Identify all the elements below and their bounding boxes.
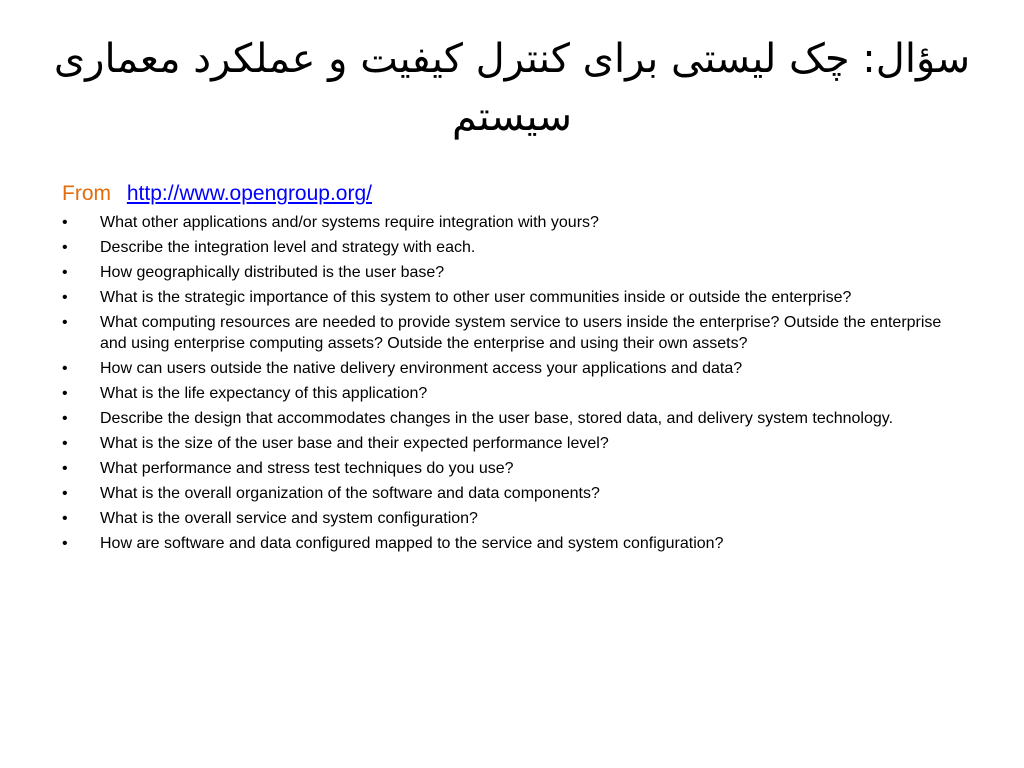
bullet-icon: •	[62, 484, 68, 502]
list-item	[62, 288, 962, 309]
list-item	[62, 409, 962, 430]
question-text: What is the overall organization of the software and data components?	[100, 484, 600, 502]
question-text: What other applications and/or systems require integration with yours?	[100, 214, 599, 231]
question-text: What is the size of the user base and their expected performance level?	[100, 434, 609, 452]
question-text: Describe the integration level and strategy with each.	[100, 239, 476, 256]
bullet-icon: •	[62, 359, 68, 377]
bullet-icon: •	[62, 264, 68, 281]
question-text: What performance and stress test techniques do you use?	[100, 459, 514, 477]
bullet-icon: •	[62, 459, 68, 477]
list-item	[62, 313, 962, 354]
question-text: How can users outside the native delivery environment access your applications and data?	[100, 359, 743, 377]
source-link[interactable]: http://www.opengroup.org/	[126, 182, 372, 205]
question-text: What is the overall service and system configuration?	[100, 509, 478, 527]
bullet-icon: •	[62, 534, 68, 552]
list-item	[62, 509, 962, 530]
bullet-icon: •	[62, 509, 68, 527]
list-item	[62, 359, 962, 380]
question-text: Describe the design that accommodates changes in the user base, stored data, and delivery system technology.	[100, 409, 894, 427]
slide-title: سؤال: چک لیستی برای کنترل کیفیت و عملکرد معماری سیستم	[53, 36, 971, 140]
bullet-icon: •	[62, 214, 68, 231]
bullet-icon: •	[62, 239, 68, 256]
bullet-icon: •	[62, 314, 68, 331]
list-item	[62, 484, 962, 505]
from-label: From	[62, 182, 111, 205]
question-text: What computing resources are needed to provide system service to users inside the enterprise? Outside the enterprise and using enterprise computing assets? Outside the enterprise and using their own assets?	[100, 314, 942, 352]
list-item	[62, 238, 962, 259]
bullet-icon: •	[62, 409, 68, 427]
list-item	[62, 459, 962, 480]
question-text: What is the life expectancy of this application?	[100, 384, 428, 402]
question-text: How geographically distributed is the user base?	[100, 264, 445, 281]
question-text: What is the strategic importance of this system to other user communities inside or outside the enterprise?	[100, 289, 852, 306]
list-item	[62, 434, 962, 455]
bullet-icon: •	[62, 384, 68, 402]
list-item	[62, 384, 962, 405]
bullet-icon: •	[62, 434, 68, 452]
question-text: How are software and data configured mapped to the service and system configuration?	[100, 534, 724, 552]
source-line	[62, 180, 372, 208]
bullet-icon: •	[62, 289, 68, 306]
question-list	[62, 213, 962, 559]
list-item	[62, 534, 962, 555]
list-item	[62, 213, 962, 234]
list-item	[62, 263, 962, 284]
